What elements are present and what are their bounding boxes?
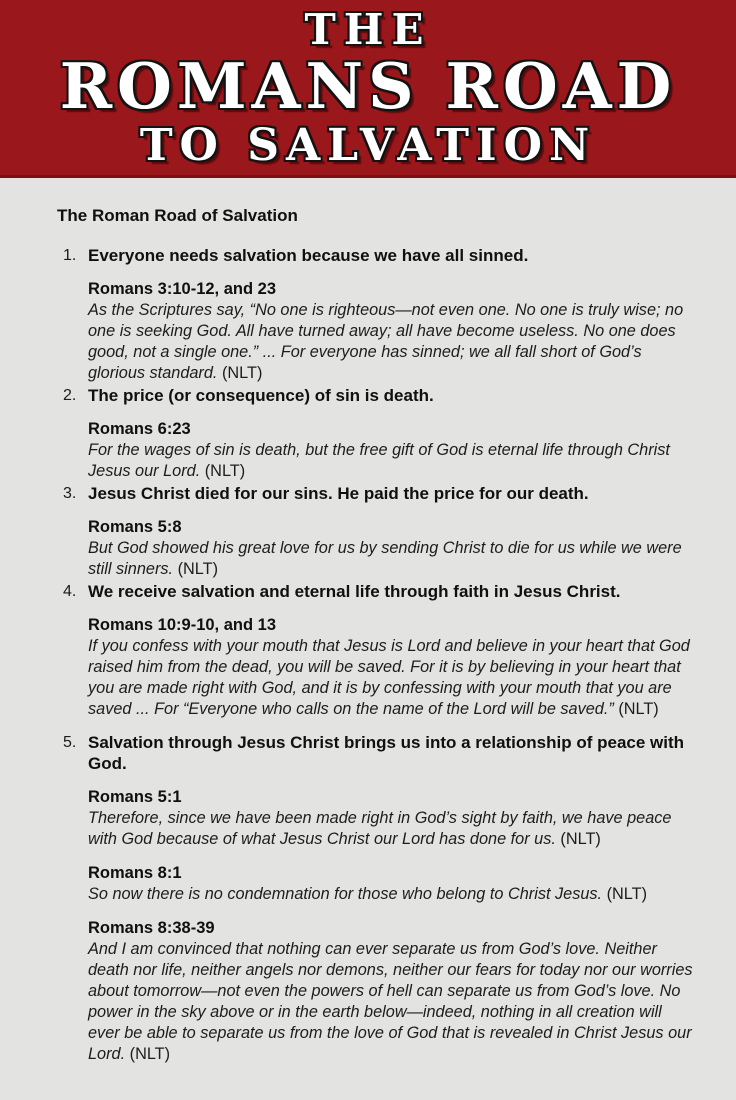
list-item-5 bbox=[57, 732, 696, 1065]
banner-title-line-1: THE bbox=[304, 5, 432, 54]
verse-reference: Romans 10:9-10, and 13 bbox=[88, 616, 276, 634]
translation-label: (NLT) bbox=[560, 830, 601, 848]
passage bbox=[88, 517, 696, 580]
verse bbox=[88, 300, 696, 384]
translation-label: (NLT) bbox=[221, 364, 263, 382]
list-item-3 bbox=[57, 483, 696, 580]
passage bbox=[88, 419, 696, 482]
item-number: 1. bbox=[63, 247, 77, 264]
list-item-2 bbox=[57, 385, 696, 482]
verse bbox=[88, 440, 696, 482]
verse-reference: Romans 5:1 bbox=[88, 788, 182, 806]
verse bbox=[88, 808, 696, 850]
item-heading: The price (or consequence) of sin is death. bbox=[88, 386, 434, 405]
item-heading: Salvation through Jesus Christ brings us into a relationship of peace with God. bbox=[88, 733, 685, 773]
verse-text: So now there is no condemnation for those who belong to Christ Jesus. bbox=[88, 885, 603, 903]
translation-label: (NLT) bbox=[606, 885, 647, 903]
verse-reference: Romans 3:10-12, and 23 bbox=[88, 280, 276, 298]
verse-text: Therefore, since we have been made right in God’s sight by faith, we have peace with God because of what Jesus Christ our Lord has done for us. bbox=[88, 809, 672, 848]
verse-reference: Romans 8:38-39 bbox=[88, 919, 215, 937]
verse-reference: Romans 6:23 bbox=[88, 420, 191, 438]
item-heading: We receive salvation and eternal life through faith in Jesus Christ. bbox=[88, 582, 621, 601]
verse-text: As the Scriptures say, “No one is righteous—not even one. No one is truly wise; no one is seeking God. All have turned away; all have become useless. No one does good, not a single one.” ... For everyone has sinned; we all fall short of God’s glorious standard. bbox=[88, 301, 684, 382]
list-item-1 bbox=[57, 245, 696, 384]
passage bbox=[88, 787, 696, 850]
verse-text: If you confess with your mouth that Jesus is Lord and believe in your heart that God raised him from the dead, you will be saved. For it is by believing in your heart that you are made right with God, and it is by confessing with your mouth that you are saved ... For “Everyone who calls on the name of the Lord will be saved.” bbox=[88, 637, 690, 718]
item-body bbox=[88, 581, 696, 720]
verse bbox=[88, 884, 696, 905]
banner-title-line-2: ROMANS ROAD bbox=[59, 49, 677, 123]
verse bbox=[88, 939, 696, 1065]
verse-reference: Romans 8:1 bbox=[88, 864, 182, 882]
passage bbox=[88, 615, 696, 720]
list-item-4 bbox=[57, 581, 696, 720]
title-banner bbox=[0, 0, 736, 178]
translation-label: (NLT) bbox=[204, 462, 246, 480]
item-heading: Everyone needs salvation because we have all sinned. bbox=[88, 246, 529, 265]
verse-text: But God showed his great love for us by sending Christ to die for us while we were still sinners. bbox=[88, 539, 682, 578]
verse-text: And I am convinced that nothing can ever separate us from God’s love. Neither death nor life, neither angels nor demons, neither our fears for today nor our worries about tomorrow—not even the powers of hell can separate us from God’s love. No power in the sky above or in the earth below—indeed, nothing in all creation will ever be able to separate us from the love of God that is revealed in Christ Jesus our Lord. bbox=[88, 940, 693, 1063]
item-number: 4. bbox=[63, 583, 77, 600]
item-body bbox=[88, 483, 696, 580]
item-number: 3. bbox=[63, 485, 77, 502]
translation-label: (NLT) bbox=[618, 700, 659, 718]
translation-label: (NLT) bbox=[177, 560, 218, 578]
verse bbox=[88, 636, 696, 720]
item-body bbox=[88, 385, 696, 482]
intro-heading: The Roman Road of Salvation bbox=[57, 206, 298, 225]
item-body bbox=[88, 245, 696, 384]
passage bbox=[88, 279, 696, 384]
verse-text: For the wages of sin is death, but the free gift of God is eternal life through Christ Jesus our Lord. bbox=[88, 441, 670, 480]
banner-title-line-3: TO SALVATION bbox=[139, 120, 597, 171]
document-body bbox=[0, 178, 736, 1065]
item-body bbox=[88, 732, 696, 1065]
translation-label: (NLT) bbox=[129, 1045, 171, 1063]
verse-reference: Romans 5:8 bbox=[88, 518, 182, 536]
verse bbox=[88, 538, 696, 580]
item-number: 2. bbox=[63, 387, 77, 404]
item-heading: Jesus Christ died for our sins. He paid the price for our death. bbox=[88, 484, 589, 503]
item-number: 5. bbox=[63, 734, 77, 751]
passage bbox=[88, 918, 696, 1065]
passage bbox=[88, 863, 696, 905]
